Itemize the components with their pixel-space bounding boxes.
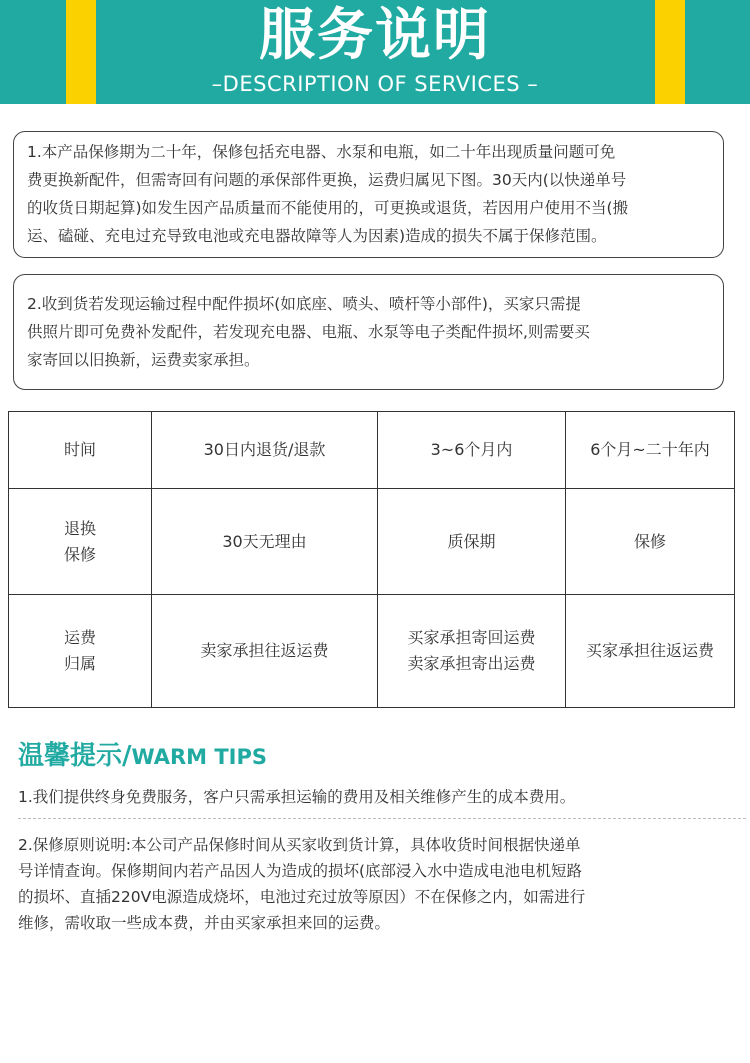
table-row-return-warranty xyxy=(9,489,735,595)
tip-2-line: 号详情查询。保修期间内若产品因人为造成的损坏(底部浸入水中造成电池电机短路 xyxy=(18,862,583,880)
table-row-time xyxy=(9,412,735,489)
row-label-return-warranty: 退换 保修 xyxy=(9,489,152,595)
page-title: 服务说明 xyxy=(259,3,491,68)
notice-2-line: 家寄回以旧换新，运费卖家承担。 xyxy=(27,351,260,369)
row-label-shipping: 运费 归属 xyxy=(9,595,152,708)
cell-quality-period: 质保期 xyxy=(378,489,566,595)
row-label-time: 时间 xyxy=(9,412,152,489)
notice-1-line: 的收货日期起算)如发生因产品质量而不能使用的，可更换或退货，若因用户使用不当(搬 xyxy=(27,199,629,217)
notice-box-2 xyxy=(13,274,724,390)
cell-seller-pays-both: 卖家承担往返运费 xyxy=(152,595,378,708)
tip-2-line: 2.保修原则说明:本公司产品保修时间从买家收到货计算，具体收货时间根据快递单 xyxy=(18,836,581,854)
tip-1: 1.我们提供终身免费服务，客户只需承担运输的费用及相关维修产生的成本费用。 xyxy=(18,788,576,806)
tips-divider xyxy=(18,818,746,819)
cell-split-shipping: 买家承担寄回运费 卖家承担寄出运费 xyxy=(378,595,566,708)
cell-buyer-pays-both: 买家承担往返运费 xyxy=(566,595,735,708)
notice-1-line: 1.本产品保修期为二十年，保修包括充电器、水泵和电瓶，如二十年出现质量问题可免 xyxy=(27,143,616,161)
page-subtitle: –DESCRIPTION OF SERVICES – xyxy=(211,72,539,96)
table-row-shipping xyxy=(9,595,735,708)
cell-30-days: 30日内退货/退款 xyxy=(152,412,378,489)
notice-box-1 xyxy=(13,131,724,258)
tip-2 xyxy=(18,832,718,936)
warm-tips-heading xyxy=(18,738,267,774)
notice-1-line: 费更换新配件，但需寄回有问题的承保部件更换，运费归属见下图。30天内(以快递单号 xyxy=(27,171,627,189)
notice-1-line: 运、磕碰、充电过充导致电池或充电器故障等人为因素)造成的损失不属于保修范围。 xyxy=(27,227,607,245)
cell-no-reason-return: 30天无理由 xyxy=(152,489,378,595)
notice-2-line: 供照片即可免费补发配件，若发现充电器、电瓶、水泵等电子类配件损坏,则需要买 xyxy=(27,323,590,341)
tip-2-line: 的损坏、直插220V电源造成烧坏，电池过充过放等原因）不在保修之内，如需进行 xyxy=(18,888,586,906)
notice-2-line: 2.收到货若发现运输过程中配件损坏(如底座、喷头、喷杆等小部件)，买家只需提 xyxy=(27,295,581,313)
cell-repair: 保修 xyxy=(566,489,735,595)
warm-tips-title-cn: 温馨提示/ xyxy=(18,741,132,771)
tip-2-line: 维修，需收取一些成本费，并由买家承担来回的运费。 xyxy=(18,914,391,932)
warranty-table xyxy=(8,411,735,708)
cell-3-6-months: 3~6个月内 xyxy=(378,412,566,489)
header-banner xyxy=(0,0,750,104)
warm-tips-title-en: WARM TIPS xyxy=(131,745,268,769)
cell-6-months-20-years: 6个月~二十年内 xyxy=(566,412,735,489)
